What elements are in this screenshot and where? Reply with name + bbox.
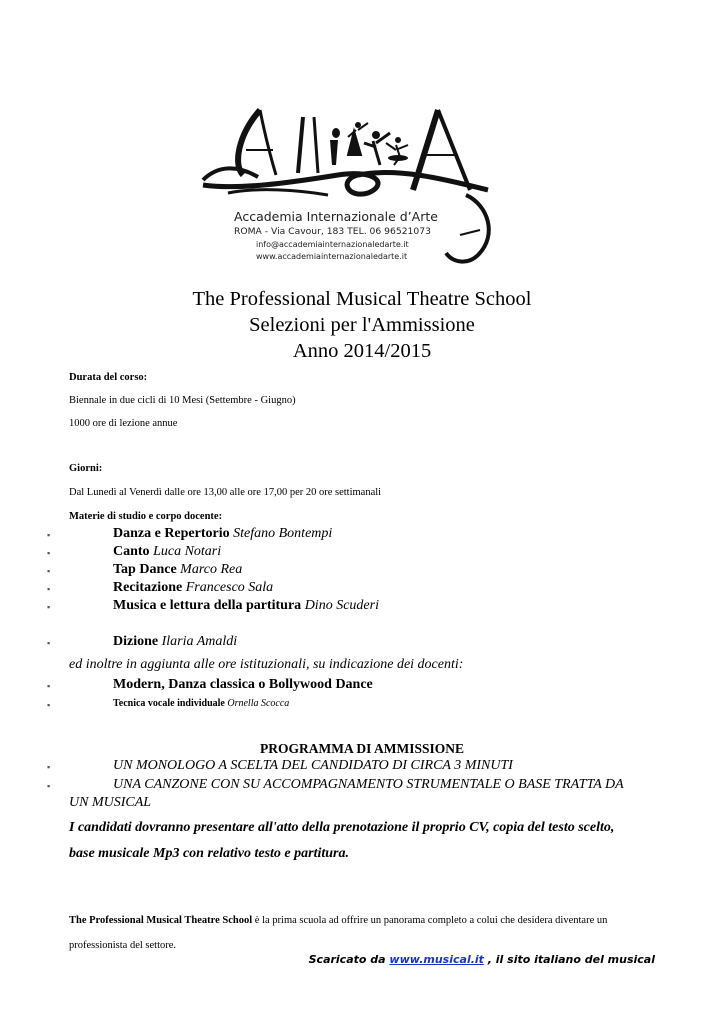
bullet: ▪: [47, 530, 51, 540]
materie-label: Materie di studio e corpo docente:: [69, 511, 223, 522]
academy-email: info@accademiainternazionaledarte.it: [256, 240, 409, 249]
bullet: ▪: [47, 681, 51, 691]
programma-item-2-line-1: UNA CANZONE CON SU ACCOMPAGNAMENTO STRUMENTALE O BASE TRATTA DA: [113, 777, 624, 792]
footer-prefix: Scaricato da: [308, 953, 386, 966]
bullet: ▪: [47, 602, 51, 612]
subject: Dizione: [113, 634, 159, 649]
academy-name: Accademia Internazionale d’Arte: [234, 209, 438, 224]
durata-label: Durata del corso:: [69, 372, 148, 383]
subject: Tap Dance: [113, 562, 177, 577]
closing-line-1: [69, 915, 607, 926]
giorni-label: Giorni:: [69, 463, 103, 474]
list-item-dizione: [113, 634, 237, 650]
subject: Canto: [113, 544, 150, 559]
teacher: Ornella Scocca: [227, 698, 290, 709]
programma-item-2-line-2: UN MUSICAL: [69, 795, 152, 810]
durata-line-1: Biennale in due cicli di 10 Mesi (Settembre - Giugno): [69, 395, 296, 406]
extra-intro: ed inoltre in aggiunta alle ore istituzionali, su indicazione dei docenti:: [69, 657, 464, 672]
title-line-3: Anno 2014/2015: [292, 340, 432, 362]
notice-line-1: I candidati dovranno presentare all'atto della prenotazione il proprio CV, copia del testo scelto,: [69, 820, 615, 835]
programma-item-1: UN MONOLOGO A SCELTA DEL CANDIDATO DI CIRCA 3 MINUTI: [113, 758, 513, 773]
notice-line-2: base musicale Mp3 con relativo testo e partitura.: [69, 846, 349, 861]
list-item-musica: [113, 598, 379, 614]
title-line-2: Selezioni per l'Ammissione: [249, 314, 475, 336]
teacher: Ilaria Amaldi: [161, 634, 238, 649]
school-name: The Professional Musical Theatre School: [69, 915, 253, 926]
closing-line-2: professionista del settore.: [69, 940, 177, 951]
title-line-1: The Professional Musical Theatre School: [192, 288, 532, 310]
teacher: Francesco Sala: [185, 580, 274, 595]
durata-line-2: 1000 ore di lezione annue: [69, 418, 178, 429]
closing-text: è la prima scuola ad offrire un panorama completo a colui che desidera diventare un: [254, 915, 608, 926]
subject: Danza e Repertorio: [113, 526, 230, 541]
footer-link[interactable]: www.musical.it: [389, 953, 484, 966]
bullet: ▪: [47, 548, 51, 558]
subject: Modern, Danza classica o Bollywood Dance: [113, 677, 373, 692]
bullet: ▪: [47, 762, 51, 772]
list-item-modern: [113, 677, 373, 693]
giorni-line-1: Dal Lunedì al Venerdì dalle ore 13,00 alle ore 17,00 per 20 ore settimanali: [69, 487, 382, 498]
list-item-canto: [113, 544, 221, 560]
programma-heading: PROGRAMMA DI AMMISSIONE: [259, 741, 464, 756]
teacher: Marco Rea: [180, 562, 243, 577]
bullet: ▪: [47, 566, 51, 576]
list-item-tecnica-vocale: [113, 698, 289, 709]
teacher: Stefano Bontempi: [233, 526, 333, 541]
academy-address: ROMA - Via Cavour, 183 TEL. 06 96521073: [234, 226, 431, 237]
teacher: Dino Scuderi: [304, 598, 379, 613]
academy-website: www.accademiainternazionaledarte.it: [256, 252, 408, 261]
list-item-tap-dance: [113, 562, 242, 578]
bullet: ▪: [47, 700, 51, 710]
subject: Tecnica vocale individuale: [113, 698, 225, 709]
list-item-recitazione: [113, 580, 273, 596]
subject: Recitazione: [113, 580, 183, 595]
teacher: Luca Notari: [153, 544, 222, 559]
subject: Musica e lettura della partitura: [113, 598, 302, 613]
academy-logo: [198, 95, 498, 275]
list-item-danza: [113, 526, 332, 542]
bullet: ▪: [47, 781, 51, 791]
bullet: ▪: [47, 638, 51, 648]
footer: [309, 953, 655, 966]
bullet: ▪: [47, 584, 51, 594]
footer-suffix: , il sito italiano del musical: [487, 953, 655, 966]
